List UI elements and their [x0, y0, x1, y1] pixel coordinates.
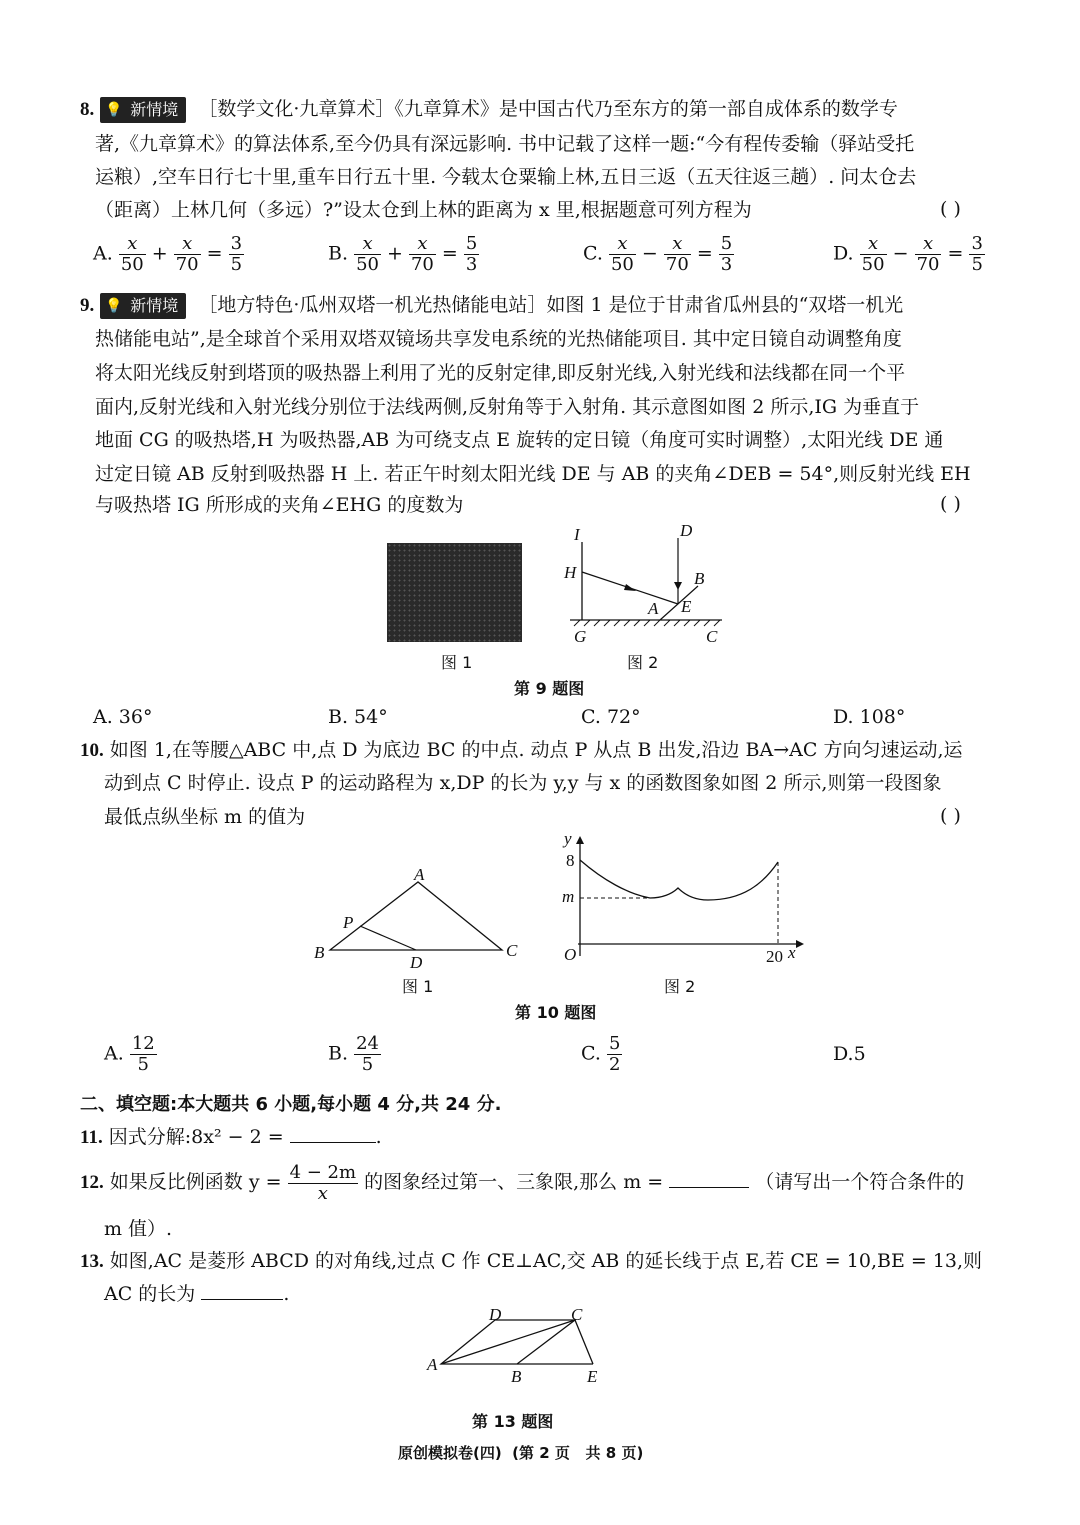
q12-line-2: m 值）. — [104, 1218, 173, 1240]
q13-line-1: 13. 如图,AC 是菱形 ABCD 的对角线,过点 C 作 CE⊥AC,交 AB 的延长线于点 E,若 CE = 10,BE = 13,则 — [80, 1250, 983, 1272]
label-b: B — [314, 943, 325, 962]
label-c: C — [571, 1308, 583, 1324]
q9-line-5: 地面 CG 的吸热塔,H 为吸热器,AB 为可绕支点 E 旋转的定日镜（角度可实时调整）,太阳光线 DE 通 — [95, 429, 944, 451]
label-d: D — [410, 953, 423, 972]
axis-label-y: y — [564, 832, 572, 848]
q8-option-c: C. $\frac{x}{50}$ − $\frac{x}{70}$ = $\frac{5}{3}$ — [583, 233, 733, 275]
q13-rhombus-diagram — [425, 1308, 625, 1388]
q9-answer-paren: ( ) — [940, 493, 961, 515]
label-g: G — [574, 627, 587, 645]
label-c: C — [706, 627, 718, 645]
q10-option-b: B. $\frac{24}{5}$ — [328, 1033, 379, 1075]
q10-option-c: C. $\frac{5}{2}$ — [581, 1033, 621, 1075]
label-c: C — [506, 941, 518, 960]
q13-line-2: AC 的长为 . — [104, 1283, 290, 1305]
q9-line-4: 面内,反射光线和入射光线分别位于法线两侧,反射角等于入射角. 其示意图如图 2 所示,IG 为垂直于 — [95, 396, 920, 418]
label-h: H — [564, 563, 577, 582]
q9-caption: 第 9 题图 — [514, 679, 585, 698]
label-a: A — [414, 865, 425, 884]
lightbulb-icon: 💡 — [105, 298, 123, 314]
q9-fig2-label: 图 2 — [627, 653, 659, 672]
label-a: A — [427, 1355, 438, 1374]
q10-answer-paren: ( ) — [940, 805, 961, 827]
lightbulb-icon: 💡 — [105, 102, 123, 118]
page-footer: 原创模拟卷(四) (第 2 页 共 8 页) — [398, 1444, 644, 1462]
power-station-photo — [387, 543, 522, 642]
q9-number: 9. — [80, 295, 95, 316]
q10-number: 10. — [80, 740, 104, 761]
q13-caption: 第 13 题图 — [472, 1412, 554, 1431]
new-context-tag: 💡 新情境 — [100, 293, 186, 319]
q9-option-a: A. 36° — [93, 706, 153, 728]
label-b: B — [511, 1367, 522, 1386]
q8-option-d: D. $\frac{x}{50}$ − $\frac{x}{70}$ = $\frac{3}{5}$ — [833, 233, 983, 275]
q9-option-c: C. 72° — [581, 706, 641, 728]
q9-option-d: D. 108° — [833, 706, 906, 728]
q8-line-3: 运粮）,空车日行七十里,重车日行五十里. 今载太仓粟输上林,五日三返（五天往返三趟）. 问太仓去 — [95, 166, 917, 188]
q10-triangle-diagram — [310, 862, 530, 972]
q8-option-b: B. $\frac{x}{50}$ + $\frac{x}{70}$ = $\frac{5}{3}$ — [328, 233, 478, 275]
label-e: E — [681, 597, 692, 616]
label-b: B — [694, 569, 705, 588]
section-2-heading: 二、填空题:本大题共 6 小题,每小题 4 分,共 24 分. — [80, 1094, 502, 1115]
tick-20: 20 — [766, 947, 783, 962]
q10-line-3: 最低点纵坐标 m 的值为 — [104, 806, 306, 828]
label-d: D — [680, 521, 693, 540]
q11-answer-blank[interactable] — [290, 1142, 376, 1143]
new-context-tag: 💡 新情境 — [100, 97, 186, 123]
q10-caption: 第 10 题图 — [515, 1003, 597, 1022]
q8-line-1 — [80, 97, 898, 123]
q10-fig1-label: 图 1 — [402, 977, 434, 996]
q9-line-7: 与吸热塔 IG 所形成的夹角∠EHG 的度数为 — [95, 494, 464, 516]
q8-line-4: （距离）上林几何（多远）?”设太仓到上林的距离为 x 里,根据题意可列方程为 — [95, 199, 752, 221]
origin-label: O — [564, 945, 577, 962]
tick-8: 8 — [566, 851, 575, 870]
label-p: P — [343, 913, 354, 932]
q8-line-2: 著,《九章算术》的算法体系,至今仍具有深远影响. 书中记载了这样一题:“今有程传委输（驿站受托 — [95, 133, 915, 155]
q9-line-1 — [80, 293, 903, 319]
q8-option-a: A. $\frac{x}{50}$ + $\frac{x}{70}$ = $\frac{3}{5}$ — [93, 233, 243, 275]
q10-fig2-label: 图 2 — [664, 977, 696, 996]
q9-fig1-label: 图 1 — [441, 653, 473, 672]
q8-text: ［数学文化·九章算术］《九章算术》是中国古代乃至东方的第一部自成体系的数学专 — [198, 98, 898, 120]
label-a: A — [648, 599, 659, 618]
q9-line-2: 热储能电站”,是全球首个采用双塔双镜场共享发电系统的光热储能项目. 其中定日镜自动调整角度 — [95, 328, 902, 350]
q12-line-1: 12. 如果反比例函数 y = $\frac{4 - 2m}{x}$ 的图象经过第一、三象限,那么 m = （请写出一个符合条件的 — [80, 1161, 965, 1204]
q10-function-graph — [558, 832, 808, 962]
q11-line: 11. 因式分解:8x² − 2 = . — [80, 1126, 382, 1148]
q9-line-3: 将太阳光线反射到塔顶的吸热器上利用了光的反射定律,即反射光线,入射光线和法线都在同一个平 — [95, 362, 906, 384]
q8-answer-paren: ( ) — [940, 198, 961, 220]
q9-reflection-diagram — [560, 520, 730, 645]
label-i: I — [574, 525, 580, 544]
q10-line-2: 动到点 C 时停止. 设点 P 的运动路程为 x,DP 的长为 y,y 与 x 的函数图象如图 2 所示,则第一段图象 — [104, 772, 942, 794]
q13-answer-blank[interactable] — [201, 1299, 283, 1300]
q8-number: 8. — [80, 99, 95, 120]
q10-option-a: A. $\frac{12}{5}$ — [104, 1033, 155, 1075]
tick-m: m — [562, 887, 575, 906]
q9-option-b: B. 54° — [328, 706, 388, 728]
q12-answer-blank[interactable] — [669, 1187, 749, 1188]
label-d: D — [489, 1308, 502, 1324]
q10-line-1: 10. 如图 1,在等腰△ABC 中,点 D 为底边 BC 的中点. 动点 P 从点 B 出发,沿边 BA→AC 方向匀速运动,运 — [80, 739, 963, 761]
axis-label-x: x — [788, 943, 796, 962]
label-e: E — [587, 1367, 598, 1386]
q10-option-d: D.5 — [833, 1043, 866, 1065]
q9-line-6: 过定日镜 AB 反射到吸热器 H 上. 若正午时刻太阳光线 DE 与 AB 的夹角∠DEB = 54°,则反射光线 EH — [95, 463, 971, 485]
q9-text: ［地方特色·瓜州双塔一机光热储能电站］如图 1 是位于甘肃省瓜州县的“双塔一机光 — [198, 294, 904, 316]
